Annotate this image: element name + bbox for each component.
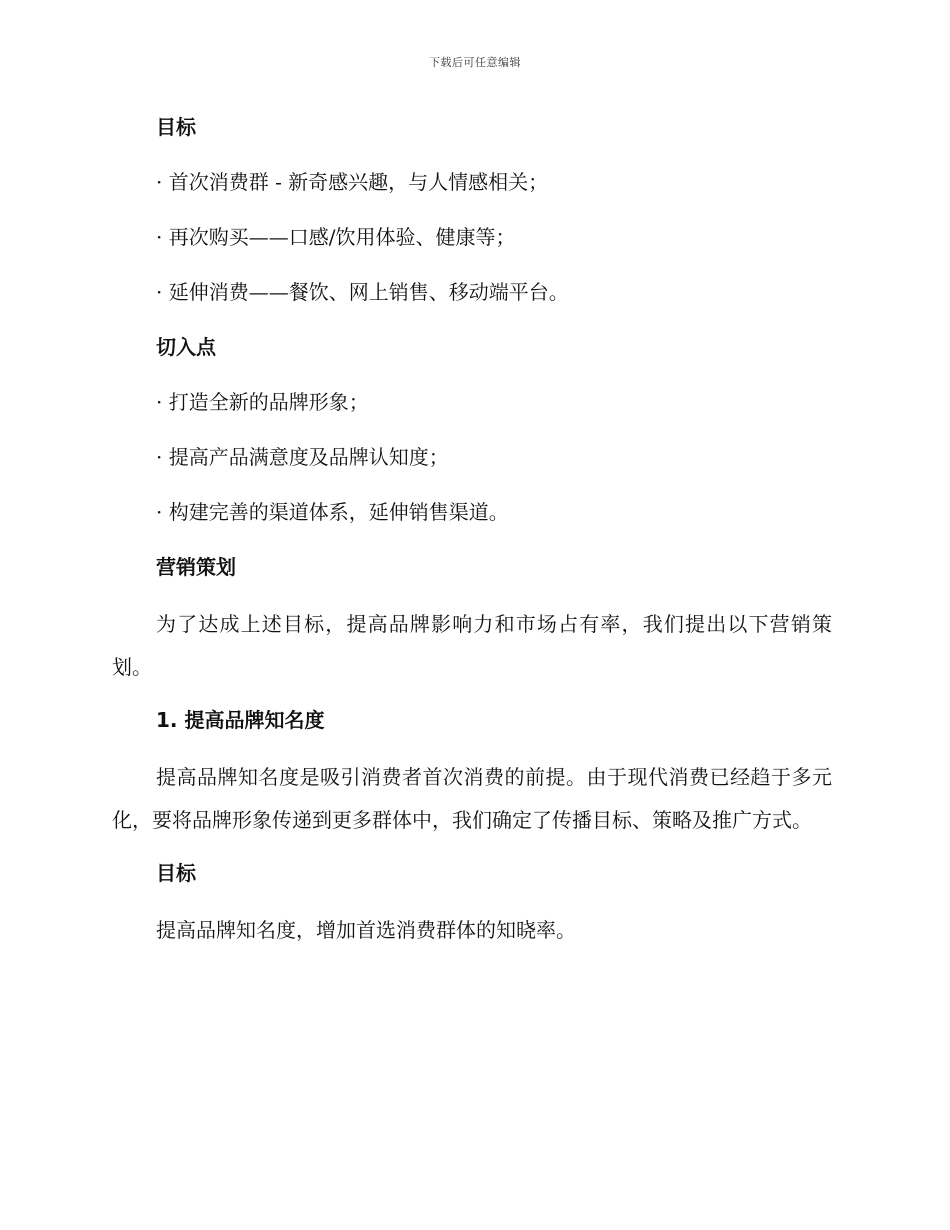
- bullet-repeat-purchase: · 再次购买——口感/饮用体验、健康等；: [156, 225, 516, 249]
- bullet-channels: · 构建完善的渠道体系，延伸销售渠道。: [156, 500, 509, 524]
- section-title-entry-point: 切入点: [156, 335, 216, 359]
- paragraph-brand-awareness: 提高品牌知名度是吸引消费者首次消费的前提。由于现代消费已经趋于多元化，要将品牌形象传递到更多群体中，我们确定了传播目标、策略及推广方式。: [112, 765, 832, 832]
- document-body: [112, 108, 832, 964]
- section-title-goal-2: 目标: [156, 861, 196, 885]
- paragraph-goal-2: 提高品牌知名度，增加首选消费群体的知晓率。: [156, 918, 576, 942]
- bullet-satisfaction: · 提高产品满意度及品牌认知度；: [156, 445, 449, 469]
- section-title-brand-awareness: 1. 提高品牌知名度: [156, 708, 325, 732]
- bullet-first-purchase: · 首次消费群 - 新奇感兴趣，与人情感相关；: [156, 170, 549, 194]
- page-header-note: 下载后可任意编辑: [429, 56, 521, 69]
- bullet-brand-image: · 打造全新的品牌形象；: [156, 390, 369, 414]
- section-title-marketing-plan: 营销策划: [156, 555, 236, 579]
- bullet-extended-consumption: · 延伸消费——餐饮、网上销售、移动端平台。: [156, 280, 569, 304]
- paragraph-marketing-plan: 为了达成上述目标，提高品牌影响力和市场占有率，我们提出以下营销策划。: [112, 612, 832, 679]
- section-title-goal: 目标: [156, 115, 196, 139]
